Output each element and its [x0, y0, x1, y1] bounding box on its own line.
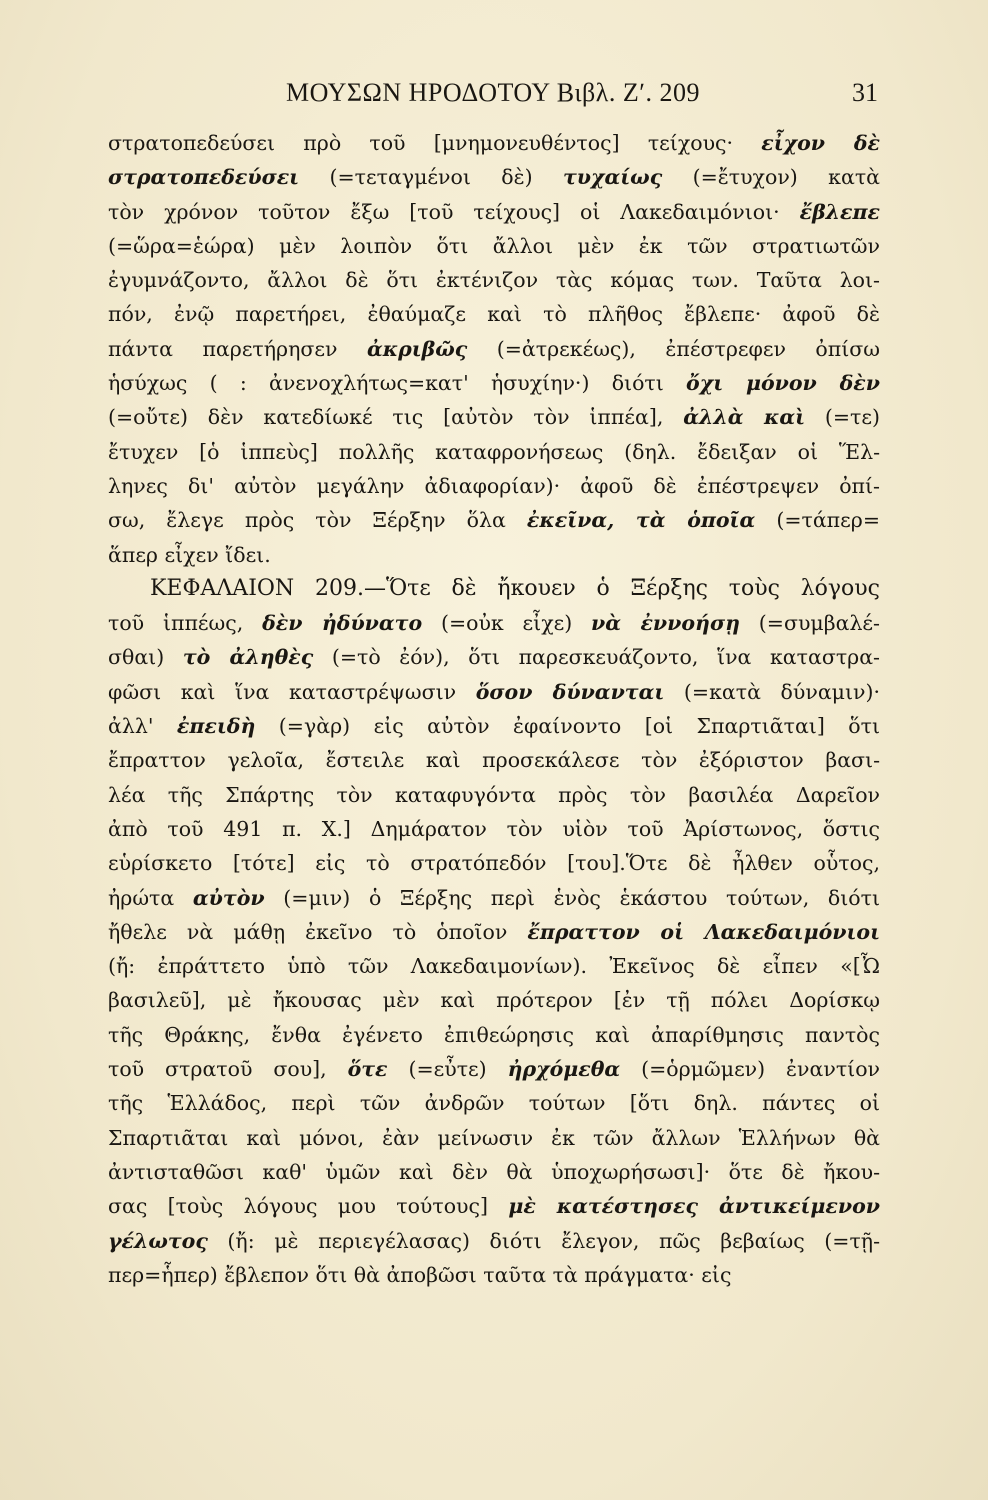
text-run: (ἤ: ἐπράττετο ὑπὸ τῶν Λακεδαιμονίων). Ἐκεῖνος δὲ εἶπεν «[Ὦ — [108, 954, 880, 979]
bold-term: τυχαίως — [562, 165, 663, 190]
text-line — [108, 812, 880, 846]
text-line — [108, 1052, 880, 1086]
text-run: φῶσι καὶ ἵνα καταστρέψωσιν — [108, 679, 476, 704]
text-line — [108, 160, 880, 194]
text-line — [108, 400, 880, 434]
bold-term: αὐτὸν — [192, 885, 265, 910]
text-line — [108, 1018, 880, 1052]
bold-term: ὅτε — [347, 1057, 388, 1082]
bold-term: δὲν ἠδύνατο — [262, 611, 423, 636]
bold-term: στρατοπεδεύσει — [108, 165, 300, 190]
text-run: τοῦ ἱππέως, — [108, 611, 263, 636]
text-line — [108, 881, 880, 915]
text-run: ἤθελε νὰ μάθῃ ἐκεῖνο τὸ ὁποῖον — [108, 919, 528, 944]
text-line — [108, 1086, 880, 1120]
text-run: ἀλλ' — [108, 714, 177, 739]
text-line — [108, 1189, 880, 1223]
text-run: (=ἀτρεκέως), ἐπέστρεφεν ὀπίσω — [467, 336, 880, 361]
text-line — [108, 915, 880, 949]
text-run: ληνες δι' αὐτὸν μεγάλην ἀδιαφορίαν)· ἀφοῦ δὲ ἐπέστρεψεν ὀπί- — [108, 473, 880, 498]
text-line — [108, 538, 880, 572]
text-run: (=τάπερ= — [755, 508, 880, 533]
bold-term: τὸ ἀληθὲς — [182, 645, 314, 670]
bold-term: ἠρχόμεθα — [507, 1057, 621, 1082]
text-run: ἠρώτα — [108, 885, 193, 910]
text-run: (=συμβαλέ- — [739, 611, 880, 636]
text-run: τοῦ στρατοῦ σου], — [108, 1057, 348, 1082]
bold-term: ὅσον δύνανται — [475, 679, 665, 704]
text-line — [108, 949, 880, 983]
text-run: περ=ἧπερ) ἔβλεπον ὅτι θὰ ἀποβῶσι ταῦτα τὰ πράγματα· εἰς — [108, 1262, 732, 1287]
text-run: ἔπραττον γελοῖα, ἔστειλε καὶ προσεκάλεσε τὸν ἐξόριστον βασι- — [108, 748, 880, 773]
text-run: ἅπερ εἶχεν ἴδει. — [108, 542, 271, 567]
text-line — [108, 126, 880, 160]
text-run: ἡσύχως ( : ἀνενοχλήτως=κατ' ἡσυχίην·) διότι — [108, 371, 687, 396]
text-line — [108, 332, 880, 366]
text-run: τὸν χρόνον τοῦτον ἔξω [τοῦ τείχους] οἱ Λακεδαιμόνιοι· — [108, 199, 800, 224]
text-run: (=οὔτε) δὲν κατεδίωκέ τις [αὐτὸν τὸν ἱππέα], — [108, 405, 684, 430]
text-line — [108, 983, 880, 1017]
text-run: ΚΕΦΑΛΑΙΟΝ 209.—Ὅτε δὲ ἤκουεν ὁ Ξέρξης τοὺς λόγους — [150, 575, 880, 601]
text-run: (ἤ: μὲ περιεγέλασας) διότι ἔλεγον, πῶς βεβαίως (=τῇ- — [207, 1228, 880, 1253]
text-line — [108, 1258, 880, 1292]
text-run: (=τε) — [805, 405, 880, 430]
text-line — [108, 297, 880, 331]
text-run: σθαι) — [108, 645, 183, 670]
text-run: στρατοπεδεύσει πρὸ τοῦ [μνημονευθέντος] τείχους· — [108, 131, 762, 155]
text-run: ἀπὸ τοῦ 491 π. Χ.] Δημάρατον τὸν υἱὸν τοῦ Ἀρίστωνος, ὅστις — [108, 816, 880, 841]
text-run: (=κατὰ δύναμιν)· — [664, 679, 880, 704]
bold-term: μὲ κατέστησες ἀντικείμενον — [508, 1194, 880, 1219]
bold-term: ἔπραττον οἱ Λακεδαιμόνιοι — [527, 919, 880, 944]
running-title: ΜΟΥΣΩΝ ΗΡΟΔΟΤΟΥ Βιβλ. Ζʹ. 209 — [286, 78, 700, 107]
text-line — [108, 1224, 880, 1258]
text-line — [108, 572, 880, 606]
text-line — [108, 675, 880, 709]
text-line — [108, 606, 880, 640]
bold-term: ἐκεῖνα, τὰ ὁποῖα — [526, 508, 756, 533]
bold-term: ὄχι μόνον δὲν — [686, 371, 880, 396]
bold-term: γέλωτος — [108, 1228, 208, 1253]
page-number: 31 — [852, 78, 878, 107]
text-run: (=τεταγμένοι δὲ) — [299, 165, 563, 190]
text-run: Σπαρτιᾶται καὶ μόνοι, ἐὰν μείνωσιν ἐκ τῶν ἄλλων Ἑλλήνων θὰ — [108, 1125, 880, 1150]
text-line — [108, 503, 880, 537]
bold-term: ἀκριβῶς — [366, 336, 468, 361]
bold-term: νὰ ἐννοήσῃ — [591, 611, 740, 636]
text-run: (=ὥρα=ἑώρα) μὲν λοιπὸν ὅτι ἄλλοι μὲν ἐκ τῶν στρατιωτῶν — [108, 233, 880, 258]
text-line — [108, 709, 880, 743]
text-run: τῆς Ἑλλάδος, περὶ τῶν ἀνδρῶν τούτων [ὅτι δηλ. πάντες οἱ — [108, 1091, 880, 1116]
body-text — [108, 126, 880, 1292]
text-line — [108, 263, 880, 297]
text-line — [108, 640, 880, 674]
page-header — [108, 78, 878, 118]
text-run: βασιλεῦ], μὲ ἤκουσας μὲν καὶ πρότερον [ἐν τῇ πόλει Δορίσκῳ — [108, 988, 880, 1013]
text-run: (=γὰρ) εἰς αὐτὸν ἐφαίνοντο [οἱ Σπαρτιᾶται] ὅτι — [255, 714, 880, 739]
bold-term: ἔβλεπε — [799, 199, 880, 224]
text-run: ἔτυχεν [ὁ ἱππεὺς] πολλῆς καταφρονήσεως (δηλ. ἔδειξαν οἱ Ἕλ- — [108, 439, 880, 464]
text-run: (=οὐκ εἶχε) — [422, 611, 592, 636]
text-run: τῆς Θράκης, ἔνθα ἐγένετο ἐπιθεώρησις καὶ ἀπαρίθμησις παντὸς — [108, 1022, 880, 1047]
text-run: σας [τοὺς λόγους μου τούτους] — [108, 1194, 509, 1219]
text-line — [108, 1121, 880, 1155]
text-line — [108, 229, 880, 263]
text-run: (=εὖτε) — [387, 1057, 508, 1082]
text-run: εὑρίσκετο [τότε] εἰς τὸ στρατόπεδόν [του].Ὅτε δὲ ἦλθεν οὗτος, — [108, 851, 880, 876]
text-run: (=ἔτυχον) κατὰ — [662, 165, 880, 190]
text-run: πάντα παρετήρησεν — [108, 336, 367, 361]
text-run: (=μιν) ὁ Ξέρξης περὶ ἑνὸς ἑκάστου τούτων, διότι — [264, 885, 880, 910]
bold-term: εἶχον δὲ — [761, 131, 880, 155]
text-line — [108, 846, 880, 880]
text-run: πόν, ἐνῷ παρετήρει, ἐθαύμαζε καὶ τὸ πλῆθος ἔβλεπε· ἀφοῦ δὲ — [108, 302, 880, 327]
text-run: ἐγυμνάζοντο, ἄλλοι δὲ ὅτι ἐκτένιζον τὰς κόμας των. Ταῦτα λοι- — [108, 268, 880, 293]
text-line — [108, 195, 880, 229]
bold-term: ἐπειδὴ — [176, 714, 256, 739]
text-run: λέα τῆς Σπάρτης τὸν καταφυγόντα πρὸς τὸν βασιλέα Δαρεῖον — [108, 782, 880, 807]
bold-term: ἀλλὰ καὶ — [683, 405, 806, 430]
text-line — [108, 469, 880, 503]
text-line — [108, 778, 880, 812]
text-run: ἀντισταθῶσι καθ' ὑμῶν καὶ δὲν θὰ ὑποχωρήσωσι]· ὅτε δὲ ἤκου- — [108, 1159, 880, 1184]
text-run: σω, ἔλεγε πρὸς τὸν Ξέρξην ὅλα — [108, 508, 527, 533]
text-run: (=τὸ ἐόν), ὅτι παρεσκευάζοντο, ἵνα καταστρα- — [313, 645, 880, 670]
text-line — [108, 1155, 880, 1189]
text-line — [108, 435, 880, 469]
text-run: (=ὁρμῶμεν) ἐναντίον — [620, 1057, 880, 1082]
text-line — [108, 366, 880, 400]
text-line — [108, 743, 880, 777]
